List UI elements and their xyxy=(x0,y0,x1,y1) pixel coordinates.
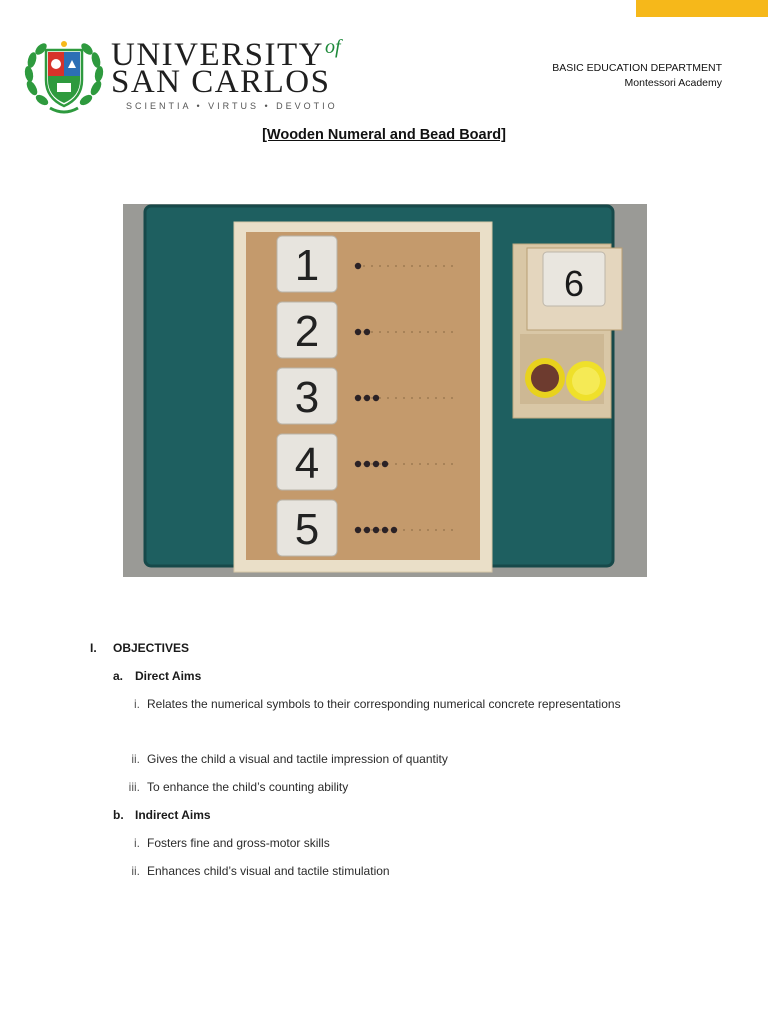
academy-name: Montessori Academy xyxy=(624,77,722,89)
numeral-card-label: 5 xyxy=(294,505,320,554)
bead xyxy=(364,329,370,335)
bead xyxy=(355,329,361,335)
numeral-card-label: 2 xyxy=(294,307,320,356)
bead xyxy=(373,527,379,533)
logo-wordmark-university: $UNIVERSITY^{of}$ xyxy=(111,36,341,73)
logo-wordmark-san-carlos: SAN CARLOS xyxy=(111,64,331,100)
bead xyxy=(382,527,388,533)
list-item: ii. Gives the child a visual and tactile impression of quantity xyxy=(131,752,448,766)
bead xyxy=(364,395,370,401)
list-item: ii. Enhances child’s visual and tactile stimulation xyxy=(131,864,390,878)
numeral-card-label: 3 xyxy=(294,373,320,422)
bead xyxy=(364,461,370,467)
bead xyxy=(355,527,361,533)
numeral-card-label: 1 xyxy=(294,241,320,290)
numeral-card-label: 4 xyxy=(294,439,320,488)
box-card-numeral: 6 xyxy=(563,263,585,304)
bead-board-photo xyxy=(123,204,647,577)
list-item: i. Fosters fine and gross-motor skills xyxy=(134,836,330,850)
subsection-indirect-aims: b. Indirect Aims xyxy=(113,808,211,822)
bead xyxy=(382,461,388,467)
bead xyxy=(373,461,379,467)
bead xyxy=(355,461,361,467)
department-block xyxy=(552,61,722,91)
bead xyxy=(391,527,397,533)
subsection-direct-aims: a. Direct Aims xyxy=(113,669,202,683)
top-accent-bar xyxy=(636,0,768,17)
bead xyxy=(373,395,379,401)
list-item: i. Relates the numerical symbols to their corresponding numerical concrete representations xyxy=(134,697,621,711)
logo-motto: SCIENTIA • VIRTUS • DEVOTIO xyxy=(126,101,338,111)
bead xyxy=(364,527,370,533)
bead xyxy=(355,263,361,269)
bead xyxy=(355,395,361,401)
section-objectives: I. OBJECTIVES xyxy=(90,641,190,655)
department-name: BASIC EDUCATION DEPARTMENT xyxy=(552,62,722,74)
list-item: iii. To enhance the child’s counting ability xyxy=(128,780,349,794)
university-crest-logo xyxy=(22,36,106,116)
document-title: [Wooden Numeral and Bead Board] xyxy=(262,127,506,143)
